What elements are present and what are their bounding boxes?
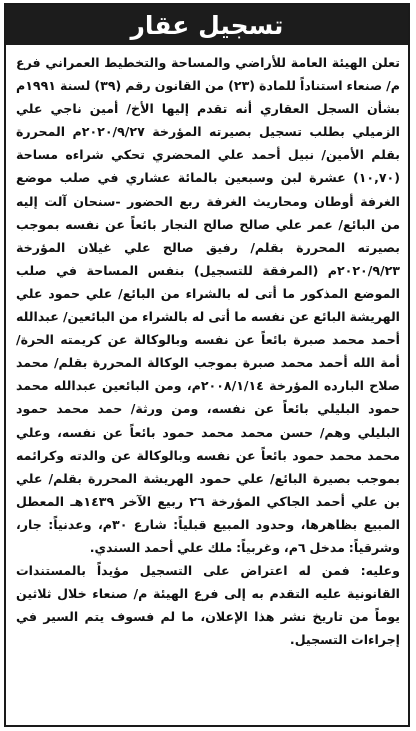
- notice-title: تسجيل عقار: [130, 10, 284, 40]
- property-registration-notice: [4, 3, 410, 727]
- notice-paragraph-objection: وعليه: فمن له اعتراض على التسجيل مؤيداً بالمستندات القانونية عليه التقدم به إلى فرع الهيئة م/ صنعاء خلال ثلاثين يوماً من تاريخ نشر هذا الإعلان، ما لم فسوف يتم السير في إجراءات التسجيل.: [16, 563, 400, 648]
- notice-body: [16, 51, 400, 719]
- notice-header: [6, 5, 408, 45]
- notice-paragraph-main: تعلن الهيئة العامة للأراضي والمساحة والتخطيط العمراني فرع م/ صنعاء استناداً للمادة (٢٣) من القانون رقم (٣٩) لسنة ١٩٩١م بشأن السجل العقاري أنه تقدم إليها الأخ/ أمين ناجي علي الزميلي بطلب تسجيل بصيرته المؤرخة ٢٠٢٠/٩/٢٧م المحررة بقلم الأمين/ نبيل أحمد علي المحضري تحكي شراءه مساحة (١٠,٧٠) عشرة لبن وسبعين بالمائة عشاري في صلب موضع الغرفة أوطان ومحاريث الغرفة ربع الحضور -سنحان آلت إليه من البائع/ عمر علي صالح صالح النجار بائعاً عن نفسه بموجب بصيرته المحررة بقلم/ رفيق صالح علي غيلان المؤرخة ٢٠٢٠/٩/٢٣م (المرفقة للتسجيل) بنفس المساحة في صلب الموضع المذكور ما أتى له بالشراء من البائع/ علي حمود علي الهريشة البائع عن نفسه ما أتى له بالشراء من البائعين/ عبدالله أحمد محمد صبرة بائعاً عن نفسه وبالوكالة عن كريمته الحرة/ أمة الله أحمد محمد صبرة بموجب الوكالة المحررة بقلم/ محمد صلاح البارده المؤرخة ٢٠٠٨/١/١٤م، ومن البائعين عبدالله محمد حمود البليلي بائعاً عن نفسه، ومن ورثة/ حمد محمد حمود البليلي وهم/ حسن محمد محمد حمود بائعاً عن نفسه، وعلي محمد محمد حمود بائعاً عن نفسه وبالوكالة عن والدته وكرائمه بموجب بصيرة البائع/ علي حمود الهريشة المحررة بقلم/ علي بن علي أحمد الجاكي المؤرخة ٢٦ ربيع الآخر ١٤٣٩هـ المعطل المبيع بظاهرها، وحدود المبيع قبلياً: شارع ٣٠م، وعدنياً: جار، وشرقياً: مدخل ٦م، وغربياً: ملك علي أحمد السندي.: [16, 55, 400, 555]
